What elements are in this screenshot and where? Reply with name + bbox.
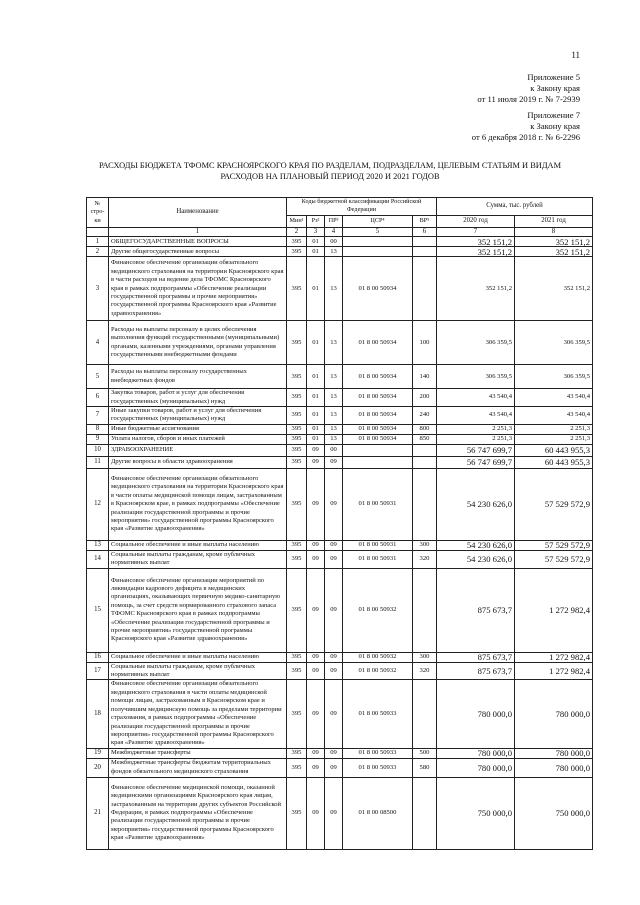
rz-code-cell: 01 — [307, 389, 325, 407]
column-number: 8 — [515, 227, 593, 236]
table-row — [87, 407, 593, 425]
table-row — [87, 444, 593, 456]
amount-2020-cell: 56 747 699,7 — [437, 444, 515, 456]
csr-code-cell: 01 8 00 50932 — [343, 652, 413, 662]
pr-code-cell: 09 — [325, 652, 343, 662]
vr-code-cell — [413, 456, 437, 468]
rz-code-cell: 09 — [307, 748, 325, 758]
amount-2020-cell: 43 540,4 — [437, 407, 515, 425]
header-csr: ЦСР⁴ — [343, 215, 413, 227]
column-number: 3 — [307, 227, 325, 236]
min-code-cell: 395 — [287, 456, 307, 468]
row-name-cell: Уплата налогов, сборов и иных платежей — [109, 434, 287, 444]
amount-2020-cell: 306 359,5 — [437, 321, 515, 365]
row-name-cell: Финансовое обеспечение организации обязательного медицинского страхования на территории Красноярского края в части расходов на ведение дела ТФОМС Красноярского края в рамках подпрограммы «Обеспечение реализации государственной программы и прочие мероприятия» государственной программы Красноярского края «Развитие здравоохранения» — [109, 257, 287, 321]
amount-2021-cell: 1 272 982,4 — [515, 652, 593, 662]
column-number: 1 — [109, 227, 287, 236]
appendix-new-line2: к Закону края — [530, 83, 580, 93]
row-number-cell: 17 — [87, 662, 109, 680]
rz-code-cell: 09 — [307, 468, 325, 540]
pr-code-cell: 09 — [325, 540, 343, 550]
row-name-cell: Расходы на выплаты персоналу государственных внебюджетных фондов — [109, 365, 287, 389]
csr-code-cell: 01 8 00 50933 — [343, 748, 413, 758]
header-pr: ПР³ — [325, 215, 343, 227]
amount-2020-cell: 54 230 626,0 — [437, 540, 515, 550]
pr-code-cell: 13 — [325, 257, 343, 321]
amount-2020-cell: 54 230 626,0 — [437, 550, 515, 568]
amount-2020-cell: 2 251,3 — [437, 424, 515, 434]
table-row — [87, 434, 593, 444]
row-name-cell: Социальное обеспечение и иные выплаты населению — [109, 652, 287, 662]
header-sum-group: Сумма, тыс. рублей — [437, 198, 593, 216]
appendix-old-line2: к Закону края — [530, 121, 580, 131]
amount-2020-cell: 875 673,7 — [437, 662, 515, 680]
min-code-cell: 395 — [287, 652, 307, 662]
csr-code-cell: 01 8 00 50934 — [343, 365, 413, 389]
pr-code-cell: 00 — [325, 444, 343, 456]
row-number-cell: 5 — [87, 365, 109, 389]
row-number-cell: 20 — [87, 758, 109, 777]
vr-code-cell — [413, 247, 437, 257]
amount-2021-cell: 780 000,0 — [515, 680, 593, 748]
table-row — [87, 389, 593, 407]
header-min: Мин¹ — [287, 215, 307, 227]
rz-code-cell: 09 — [307, 456, 325, 468]
row-name-cell: Финансовое обеспечение медицинской помощи, оказанной медицинскими организациями Красноярского края лицам, застрахованным на территории других субъектов Российской Федерации, в рамках подпрограммы «Обеспечение реализации государственной программы и прочие мероприятия» государственной программы Красноярского края «Развитие здравоохранения» — [109, 777, 287, 849]
csr-code-cell: 01 8 00 50933 — [343, 680, 413, 748]
pr-code-cell: 09 — [325, 680, 343, 748]
table-row — [87, 550, 593, 568]
row-name-cell: Межбюджетные трансферты бюджетам территориальных фондов обязательного медицинского страхования — [109, 758, 287, 777]
table-row — [87, 758, 593, 777]
min-code-cell: 395 — [287, 680, 307, 748]
row-number-cell: 16 — [87, 652, 109, 662]
amount-2021-cell: 1 272 982,4 — [515, 568, 593, 652]
row-number-cell: 13 — [87, 540, 109, 550]
vr-code-cell — [413, 257, 437, 321]
amount-2021-cell: 306 359,5 — [515, 365, 593, 389]
row-number-cell: 12 — [87, 468, 109, 540]
vr-code-cell: 300 — [413, 540, 437, 550]
rz-code-cell: 01 — [307, 424, 325, 434]
rz-code-cell: 09 — [307, 444, 325, 456]
csr-code-cell: 01 8 00 08500 — [343, 777, 413, 849]
table-row — [87, 748, 593, 758]
row-name-cell: Финансовое обеспечение организации обязательного медицинского страхования в части оплаты медицинской помощи лицам, застрахованным в Красноярском крае и получившим медицинскую помощь за пределами территории страхования, в рамках подпрограммы «Обеспечение реализации государственной программы и прочие мероприятия» государственной программы Красноярского края «Развитие здравоохранения» — [109, 680, 287, 748]
table-row — [87, 247, 593, 257]
csr-code-cell: 01 8 00 50931 — [343, 468, 413, 540]
rz-code-cell: 01 — [307, 321, 325, 365]
csr-code-cell: 01 8 00 50932 — [343, 568, 413, 652]
amount-2021-cell: 2 251,3 — [515, 434, 593, 444]
amount-2020-cell: 780 000,0 — [437, 758, 515, 777]
rz-code-cell: 09 — [307, 568, 325, 652]
table-row — [87, 321, 593, 365]
pr-code-cell: 13 — [325, 365, 343, 389]
document-title: РАСХОДЫ БЮДЖЕТА ТФОМС КРАСНОЯРСКОГО КРАЯ ПО РАЗДЕЛАМ, ПОДРАЗДЕЛАМ, ЦЕЛЕВЫМ СТАТЬЯМ И ВИДАМ РАСХОДОВ НА ПЛАНОВЫЙ ПЕРИОД 2020 И 2021 ГОДОВ — [98, 161, 562, 181]
pr-code-cell: 09 — [325, 468, 343, 540]
column-number — [87, 227, 109, 236]
row-number-cell: 21 — [87, 777, 109, 849]
vr-code-cell: 300 — [413, 652, 437, 662]
row-name-cell: Расходы на выплаты персоналу в целях обеспечения выполнения функций государственными (муниципальными) органами, казенными учреждениями, органами управления государственными внебюджетными фондами — [109, 321, 287, 365]
rz-code-cell: 09 — [307, 777, 325, 849]
row-name-cell: Другие общегосударственные вопросы — [109, 247, 287, 257]
row-number-cell: 15 — [87, 568, 109, 652]
vr-code-cell — [413, 444, 437, 456]
amount-2020-cell: 352 151,2 — [437, 247, 515, 257]
amount-2021-cell: 750 000,0 — [515, 777, 593, 849]
rz-code-cell: 09 — [307, 550, 325, 568]
amount-2020-cell: 780 000,0 — [437, 748, 515, 758]
table-row — [87, 424, 593, 434]
appendix-old-block — [472, 110, 580, 143]
table-row — [87, 257, 593, 321]
amount-2021-cell: 780 000,0 — [515, 748, 593, 758]
row-number-cell: 1 — [87, 237, 109, 247]
csr-code-cell: 01 8 00 50934 — [343, 424, 413, 434]
column-number: 4 — [325, 227, 343, 236]
amount-2021-cell: 57 529 572,9 — [515, 468, 593, 540]
budget-table — [86, 197, 593, 850]
rz-code-cell: 01 — [307, 365, 325, 389]
amount-2020-cell: 352 151,2 — [437, 237, 515, 247]
column-number: 6 — [413, 227, 437, 236]
appendix-new-block — [477, 72, 580, 105]
vr-code-cell: 240 — [413, 407, 437, 425]
min-code-cell: 395 — [287, 247, 307, 257]
vr-code-cell: 140 — [413, 365, 437, 389]
pr-code-cell: 13 — [325, 247, 343, 257]
csr-code-cell — [343, 456, 413, 468]
min-code-cell: 395 — [287, 748, 307, 758]
row-number-cell: 14 — [87, 550, 109, 568]
row-name-cell: Другие вопросы в области здравоохранения — [109, 456, 287, 468]
amount-2021-cell: 352 151,2 — [515, 257, 593, 321]
pr-code-cell: 13 — [325, 407, 343, 425]
header-year-2021: 2021 год — [515, 215, 593, 227]
vr-code-cell: 100 — [413, 321, 437, 365]
csr-code-cell: 01 8 00 50932 — [343, 662, 413, 680]
amount-2021-cell: 2 251,3 — [515, 424, 593, 434]
amount-2021-cell: 43 540,4 — [515, 389, 593, 407]
appendix-old-line1: Приложение 7 — [527, 110, 580, 120]
amount-2020-cell: 56 747 699,7 — [437, 456, 515, 468]
row-number-cell: 19 — [87, 748, 109, 758]
header-codes-group: Коды бюджетной классификации Российской Федерации — [287, 198, 437, 216]
amount-2020-cell: 54 230 626,0 — [437, 468, 515, 540]
row-name-cell: ЗДРАВООХРАНЕНИЕ — [109, 444, 287, 456]
row-number-cell: 6 — [87, 389, 109, 407]
pr-code-cell: 09 — [325, 777, 343, 849]
min-code-cell: 395 — [287, 237, 307, 247]
pr-code-cell: 09 — [325, 568, 343, 652]
vr-code-cell — [413, 777, 437, 849]
pr-code-cell: 13 — [325, 434, 343, 444]
min-code-cell: 395 — [287, 444, 307, 456]
rz-code-cell: 09 — [307, 680, 325, 748]
row-number-cell: 18 — [87, 680, 109, 748]
csr-code-cell — [343, 247, 413, 257]
vr-code-cell: 580 — [413, 758, 437, 777]
amount-2020-cell: 306 359,5 — [437, 365, 515, 389]
rz-code-cell: 09 — [307, 652, 325, 662]
min-code-cell: 395 — [287, 434, 307, 444]
csr-code-cell: 01 8 00 50934 — [343, 257, 413, 321]
min-code-cell: 395 — [287, 407, 307, 425]
row-name-cell: Закупка товаров, работ и услуг для обеспечения государственных (муниципальных) нужд — [109, 389, 287, 407]
row-name-cell: Социальное обеспечение и иные выплаты населению — [109, 540, 287, 550]
row-name-cell: Финансовое обеспечение организации обязательного медицинского страхования на территории Красноярского края в части оплаты медицинской помощи лицам, застрахованным в Красноярском крае, в рамках подпрограммы «Обеспечение реализации государственной программы и прочие мероприятия» государственной программы Красноярского края «Развитие здравоохранения» — [109, 468, 287, 540]
pr-code-cell: 13 — [325, 424, 343, 434]
min-code-cell: 395 — [287, 758, 307, 777]
header-row-number: № стро-ки — [87, 198, 109, 228]
csr-code-cell: 01 8 00 50933 — [343, 758, 413, 777]
min-code-cell: 395 — [287, 321, 307, 365]
csr-code-cell: 01 8 00 50934 — [343, 434, 413, 444]
amount-2021-cell: 43 540,4 — [515, 407, 593, 425]
row-number-cell: 7 — [87, 407, 109, 425]
header-year-2020: 2020 год — [437, 215, 515, 227]
amount-2021-cell: 352 151,2 — [515, 247, 593, 257]
table-row — [87, 468, 593, 540]
amount-2021-cell: 352 151,2 — [515, 237, 593, 247]
amount-2020-cell: 780 000,0 — [437, 680, 515, 748]
amount-2020-cell: 750 000,0 — [437, 777, 515, 849]
row-name-cell: Социальные выплаты гражданам, кроме публичных нормативных выплат — [109, 662, 287, 680]
vr-code-cell: 850 — [413, 434, 437, 444]
vr-code-cell: 800 — [413, 424, 437, 434]
page-number: 11 — [571, 50, 580, 60]
amount-2021-cell: 306 359,5 — [515, 321, 593, 365]
min-code-cell: 395 — [287, 568, 307, 652]
pr-code-cell: 09 — [325, 758, 343, 777]
rz-code-cell: 09 — [307, 758, 325, 777]
amount-2020-cell: 875 673,7 — [437, 652, 515, 662]
pr-code-cell: 13 — [325, 389, 343, 407]
row-name-cell: Социальные выплаты гражданам, кроме публичных нормативных выплат — [109, 550, 287, 568]
column-number: 7 — [437, 227, 515, 236]
csr-code-cell: 01 8 00 50934 — [343, 389, 413, 407]
row-number-cell: 8 — [87, 424, 109, 434]
amount-2021-cell: 780 000,0 — [515, 758, 593, 777]
amount-2020-cell: 2 251,3 — [437, 434, 515, 444]
row-number-cell: 10 — [87, 444, 109, 456]
table-row — [87, 680, 593, 748]
header-name: Наименование — [109, 198, 287, 228]
table-row — [87, 237, 593, 247]
min-code-cell: 395 — [287, 540, 307, 550]
csr-code-cell: 01 8 00 50931 — [343, 540, 413, 550]
row-name-cell: Иные бюджетные ассигнования — [109, 424, 287, 434]
vr-code-cell — [413, 237, 437, 247]
min-code-cell: 395 — [287, 389, 307, 407]
vr-code-cell: 200 — [413, 389, 437, 407]
appendix-new-line3: от 11 июля 2019 г. № 7-2939 — [477, 94, 580, 104]
appendix-old-line3: от 6 декабря 2018 г. № 6-2296 — [471, 132, 580, 142]
table-row — [87, 568, 593, 652]
vr-code-cell — [413, 680, 437, 748]
csr-code-cell: 01 8 00 50934 — [343, 321, 413, 365]
min-code-cell: 395 — [287, 468, 307, 540]
row-name-cell: Финансовое обеспечение организации мероприятий по ликвидации кадрового дефицита в медицинских организациях, оказывающих первичную медико-санитарную помощь, за счет средств нормированного страхового запаса ТФОМС Красноярского края в рамках подпрограммы «Обеспечение реализации государственной программы и прочие мероприятия» государственной программы Красноярского края «Развитие здравоохранения» — [109, 568, 287, 652]
amount-2021-cell: 1 272 982,4 — [515, 662, 593, 680]
table-row — [87, 540, 593, 550]
table-row — [87, 777, 593, 849]
csr-code-cell: 01 8 00 50931 — [343, 550, 413, 568]
row-number-cell: 2 — [87, 247, 109, 257]
vr-code-cell: 320 — [413, 550, 437, 568]
pr-code-cell: 00 — [325, 237, 343, 247]
pr-code-cell: 13 — [325, 321, 343, 365]
row-number-cell: 9 — [87, 434, 109, 444]
min-code-cell: 395 — [287, 257, 307, 321]
vr-code-cell: 500 — [413, 748, 437, 758]
amount-2021-cell: 60 443 955,3 — [515, 444, 593, 456]
header-vr: ВР⁵ — [413, 215, 437, 227]
rz-code-cell: 01 — [307, 257, 325, 321]
amount-2021-cell: 57 529 572,9 — [515, 540, 593, 550]
amount-2021-cell: 57 529 572,9 — [515, 550, 593, 568]
rz-code-cell: 09 — [307, 662, 325, 680]
rz-code-cell: 01 — [307, 247, 325, 257]
table-row — [87, 652, 593, 662]
column-number: 5 — [343, 227, 413, 236]
amount-2020-cell: 352 151,2 — [437, 257, 515, 321]
budget-table-body — [87, 237, 593, 850]
table-row — [87, 662, 593, 680]
vr-code-cell: 320 — [413, 662, 437, 680]
rz-code-cell: 01 — [307, 237, 325, 247]
vr-code-cell — [413, 468, 437, 540]
row-name-cell: Иные закупки товаров, работ и услуг для обеспечения государственных (муниципальных) нужд — [109, 407, 287, 425]
rz-code-cell: 01 — [307, 407, 325, 425]
min-code-cell: 395 — [287, 424, 307, 434]
csr-code-cell — [343, 237, 413, 247]
appendix-new-line1: Приложение 5 — [527, 72, 580, 82]
min-code-cell: 395 — [287, 550, 307, 568]
rz-code-cell: 09 — [307, 540, 325, 550]
table-row — [87, 365, 593, 389]
pr-code-cell: 09 — [325, 550, 343, 568]
csr-code-cell: 01 8 00 50934 — [343, 407, 413, 425]
amount-2020-cell: 875 673,7 — [437, 568, 515, 652]
amount-2021-cell: 60 443 955,3 — [515, 456, 593, 468]
min-code-cell: 395 — [287, 365, 307, 389]
min-code-cell: 395 — [287, 777, 307, 849]
row-number-cell: 3 — [87, 257, 109, 321]
row-number-cell: 4 — [87, 321, 109, 365]
csr-code-cell — [343, 444, 413, 456]
column-number: 2 — [287, 227, 307, 236]
min-code-cell: 395 — [287, 662, 307, 680]
rz-code-cell: 01 — [307, 434, 325, 444]
row-name-cell: Межбюджетные трансферты — [109, 748, 287, 758]
row-name-cell: ОБЩЕГОСУДАРСТВЕННЫЕ ВОПРОСЫ — [109, 237, 287, 247]
pr-code-cell: 09 — [325, 748, 343, 758]
header-rz: Рз² — [307, 215, 325, 227]
amount-2020-cell: 43 540,4 — [437, 389, 515, 407]
table-row — [87, 456, 593, 468]
row-number-cell: 11 — [87, 456, 109, 468]
pr-code-cell: 09 — [325, 662, 343, 680]
vr-code-cell — [413, 568, 437, 652]
pr-code-cell: 09 — [325, 456, 343, 468]
